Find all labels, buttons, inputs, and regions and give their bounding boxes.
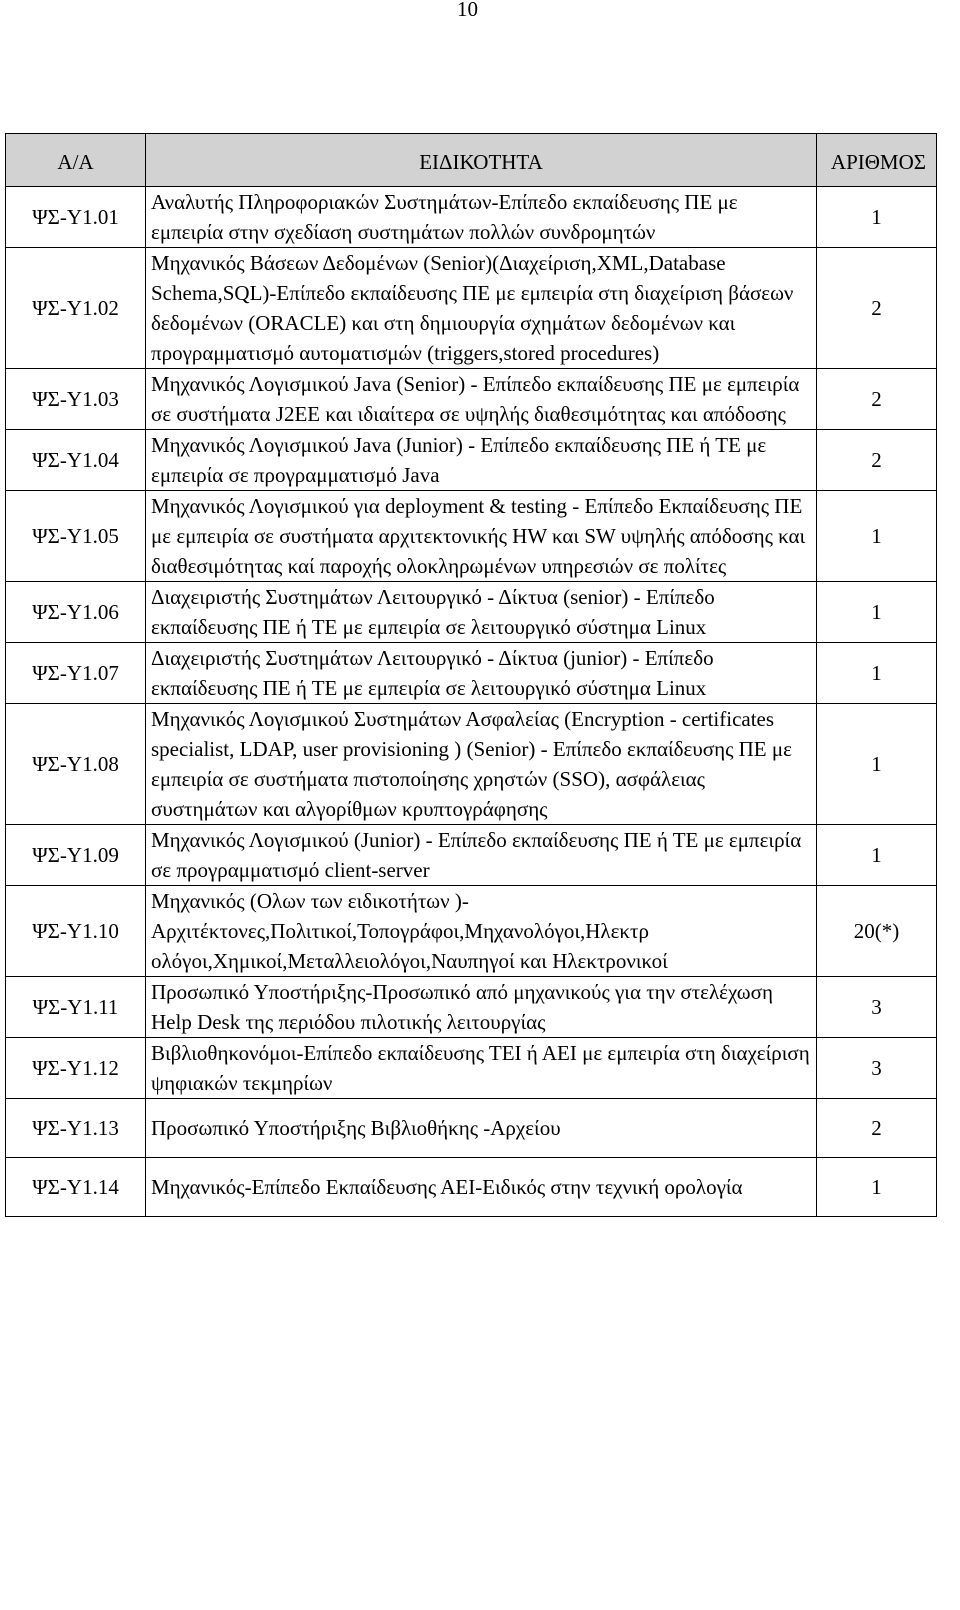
row-code: ΨΣ-Υ1.10 bbox=[6, 886, 146, 977]
row-description: Βιβλιοθηκονόμοι-Επίπεδο εκπαίδευσης ΤΕΙ ή ΑΕΙ με εμπειρία στη διαχείριση ψηφιακών τεκμηρίων bbox=[146, 1038, 817, 1099]
table-row bbox=[6, 1038, 937, 1099]
row-count: 1 bbox=[817, 643, 937, 704]
row-code: ΨΣ-Υ1.08 bbox=[6, 704, 146, 825]
table-row bbox=[6, 187, 937, 248]
row-code: ΨΣ-Υ1.09 bbox=[6, 825, 146, 886]
table-body bbox=[6, 187, 937, 1217]
table-row bbox=[6, 704, 937, 825]
header-specialty: ΕΙΔΙΚΟΤΗΤΑ bbox=[146, 134, 817, 187]
row-description: Προσωπικό Υποστήριξης Βιβλιοθήκης -Αρχείου bbox=[146, 1099, 817, 1158]
table-row bbox=[6, 582, 937, 643]
row-description: Προσωπικό Υποστήριξης-Προσωπικό από μηχανικούς για την στελέχωση Help Desk της περιόδου πιλοτικής λειτουργίας bbox=[146, 977, 817, 1038]
row-count: 1 bbox=[817, 825, 937, 886]
row-count: 3 bbox=[817, 1038, 937, 1099]
table-row bbox=[6, 886, 937, 977]
table-row bbox=[6, 430, 937, 491]
row-code: ΨΣ-Υ1.11 bbox=[6, 977, 146, 1038]
row-description: Μηχανικός Βάσεων Δεδομένων (Senior)(Διαχείριση,XML,Database Schema,SQL)-Επίπεδο εκπαίδευσης ΠΕ με εμπειρία στη διαχείριση βάσεων δεδομένων (ORACLE) και στη δημιουργία σχημάτων δεδομένων και προγραμματισμό αυτοματισμών (triggers,stored procedures) bbox=[146, 248, 817, 369]
row-count: 1 bbox=[817, 582, 937, 643]
row-code: ΨΣ-Υ1.03 bbox=[6, 369, 146, 430]
table-row bbox=[6, 643, 937, 704]
row-code: ΨΣ-Υ1.05 bbox=[6, 491, 146, 582]
row-count: 20(*) bbox=[817, 886, 937, 977]
row-description: Μηχανικός Λογισμικού (Junior) - Επίπεδο εκπαίδευσης ΠΕ ή ΤΕ με εμπειρία σε προγραμματισμό client-server bbox=[146, 825, 817, 886]
specialties-table bbox=[5, 133, 937, 1217]
row-description: Διαχειριστής Συστημάτων Λειτουργικό - Δίκτυα (junior) - Επίπεδο εκπαίδευσης ΠΕ ή ΤΕ με εμπειρία σε λειτουργικό σύστημα Linux bbox=[146, 643, 817, 704]
table-row bbox=[6, 369, 937, 430]
table-row bbox=[6, 248, 937, 369]
row-description: Μηχανικός (Ολων των ειδικοτήτων )- Αρχιτέκτονες,Πολιτικοί,Τοπογράφοι,Μηχανολόγοι,Ηλεκτρ ολόγοι,Χημικοί,Μεταλλειολόγοι,Ναυπηγοί και Ηλεκτρονικοί bbox=[146, 886, 817, 977]
header-aa: Α/Α bbox=[6, 134, 146, 187]
row-count: 2 bbox=[817, 1099, 937, 1158]
row-count: 2 bbox=[817, 248, 937, 369]
row-description: Μηχανικός Λογισμικού Java (Junior) - Επίπεδο εκπαίδευσης ΠΕ ή ΤΕ με εμπειρία σε προγραμματισμό Java bbox=[146, 430, 817, 491]
table-row bbox=[6, 1099, 937, 1158]
row-description: Αναλυτής Πληροφοριακών Συστημάτων-Επίπεδο εκπαίδευσης ΠΕ με εμπειρία στην σχεδίαση συστημάτων πολλών συνδρομητών bbox=[146, 187, 817, 248]
row-description: Διαχειριστής Συστημάτων Λειτουργικό - Δίκτυα (senior) - Επίπεδο εκπαίδευσης ΠΕ ή ΤΕ με εμπειρία σε λειτουργικό σύστημα Linux bbox=[146, 582, 817, 643]
row-code: ΨΣ-Υ1.06 bbox=[6, 582, 146, 643]
table-row bbox=[6, 825, 937, 886]
row-code: ΨΣ-Υ1.12 bbox=[6, 1038, 146, 1099]
row-count: 2 bbox=[817, 369, 937, 430]
row-count: 1 bbox=[817, 1158, 937, 1217]
table-row bbox=[6, 977, 937, 1038]
row-code: ΨΣ-Υ1.07 bbox=[6, 643, 146, 704]
row-description: Μηχανικός Λογισμικού για deployment & testing - Επίπεδο Εκπαίδευσης ΠΕ με εμπειρία σε συστήματα αρχιτεκτονικής HW και SW υψηλής απόδοσης και διαθεσιμότητας καί παροχής ολοκληρωμένων υπηρεσιών σε πολίτες bbox=[146, 491, 817, 582]
row-count: 1 bbox=[817, 704, 937, 825]
table-row bbox=[6, 491, 937, 582]
row-code: ΨΣ-Υ1.02 bbox=[6, 248, 146, 369]
header-count: ΑΡΙΘΜΟΣ bbox=[817, 134, 937, 187]
row-code: ΨΣ-Υ1.01 bbox=[6, 187, 146, 248]
row-count: 1 bbox=[817, 491, 937, 582]
table-row bbox=[6, 1158, 937, 1217]
row-count: 2 bbox=[817, 430, 937, 491]
row-description: Μηχανικός Λογισμικού Java (Senior) - Επίπεδο εκπαίδευσης ΠΕ με εμπειρία σε συστήματα J2EE και ιδιαίτερα σε υψηλής διαθεσιμότητας και απόδοσης bbox=[146, 369, 817, 430]
header-row bbox=[6, 134, 937, 187]
page-number: 10 bbox=[457, 0, 478, 21]
row-count: 1 bbox=[817, 187, 937, 248]
row-code: ΨΣ-Υ1.14 bbox=[6, 1158, 146, 1217]
row-description: Μηχανικός Λογισμικού Συστημάτων Ασφαλείας (Encryption - certificates specialist, LDAP, user provisioning ) (Senior) - Επίπεδο εκπαίδευσης ΠΕ με εμπειρία σε συστήματα πιστοποίησης χρηστών (SSO), ασφάλειας συστημάτων και αλγορίθμων κρυπτογράφησης bbox=[146, 704, 817, 825]
row-description: Μηχανικός-Επίπεδο Εκπαίδευσης ΑΕΙ-Ειδικός στην τεχνική ορολογία bbox=[146, 1158, 817, 1217]
table-header bbox=[6, 134, 937, 187]
row-code: ΨΣ-Υ1.13 bbox=[6, 1099, 146, 1158]
row-count: 3 bbox=[817, 977, 937, 1038]
row-code: ΨΣ-Υ1.04 bbox=[6, 430, 146, 491]
